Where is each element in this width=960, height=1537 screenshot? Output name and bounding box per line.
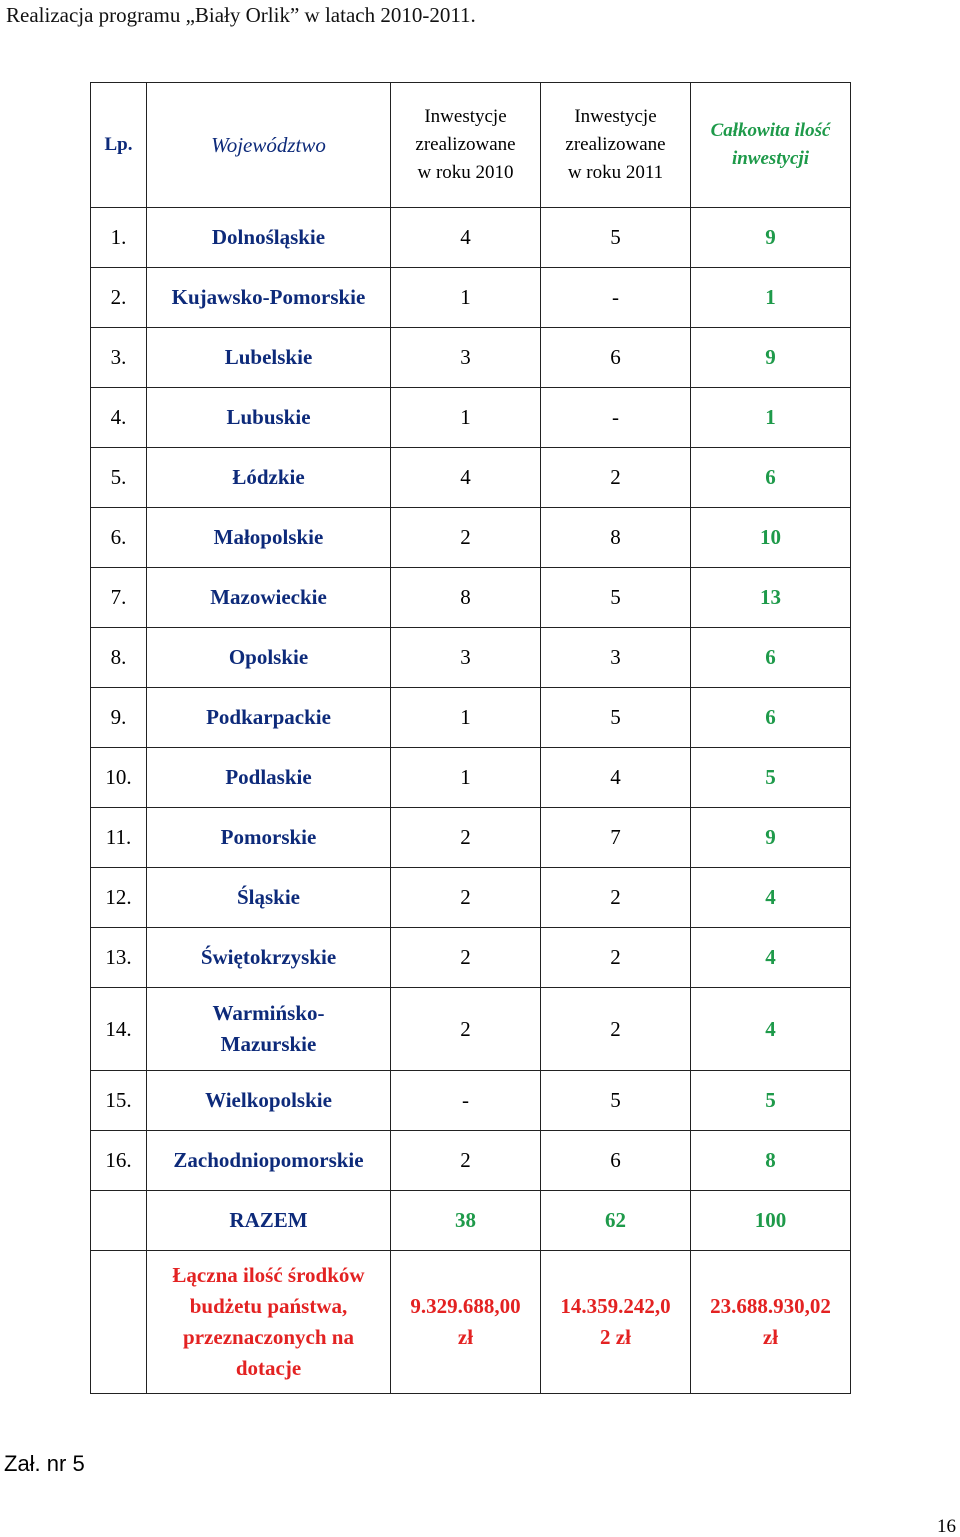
row-wojewodztwo [147, 808, 391, 868]
row-y2011: - [541, 268, 691, 328]
table-row [91, 988, 851, 1071]
row-y2010: 8 [391, 568, 541, 628]
row-wojewodztwo-line: Opolskie [228, 645, 309, 669]
row-y2010: 1 [391, 688, 541, 748]
header-total-line: Całkowita ilość [710, 120, 831, 141]
row-lp: 8. [91, 628, 147, 688]
row-wojewodztwo [147, 868, 391, 928]
row-y2011: 6 [541, 1131, 691, 1191]
row-total: 13 [691, 568, 851, 628]
funds-y2011-line: 2 zł [600, 1325, 631, 1349]
row-total: 4 [691, 988, 851, 1071]
row-y2011: 2 [541, 448, 691, 508]
row-y2010: 2 [391, 508, 541, 568]
row-wojewodztwo-line: Podlaskie [225, 765, 312, 789]
row-total: 10 [691, 508, 851, 568]
row-wojewodztwo-line: Małopolskie [213, 525, 324, 549]
sum-lp [91, 1191, 147, 1251]
header-y2010-line: Inwestycje [424, 106, 507, 127]
sum-y2011: 62 [541, 1191, 691, 1251]
table-row [91, 268, 851, 328]
document-title: Realizacja programu „Biały Orlik” w latach 2010-2011. [6, 3, 476, 27]
row-total: 9 [691, 808, 851, 868]
funds-label-line: dotacje [235, 1356, 302, 1380]
row-y2010: 4 [391, 448, 541, 508]
row-lp: 12. [91, 868, 147, 928]
table-row [91, 628, 851, 688]
row-y2011: 5 [541, 688, 691, 748]
row-lp: 11. [91, 808, 147, 868]
investment-table [90, 82, 851, 1394]
row-y2010: - [391, 1071, 541, 1131]
row-y2010: 3 [391, 628, 541, 688]
row-wojewodztwo-line: Podkarpackie [206, 705, 331, 729]
row-wojewodztwo [147, 388, 391, 448]
row-wojewodztwo [147, 1071, 391, 1131]
funds-total-line: zł [762, 1325, 779, 1349]
sum-total: 100 [691, 1191, 851, 1251]
row-y2011: 4 [541, 748, 691, 808]
row-wojewodztwo-line: Śląskie [236, 885, 301, 909]
row-y2011: 5 [541, 568, 691, 628]
row-lp: 14. [91, 988, 147, 1071]
row-wojewodztwo-line: Łódzkie [232, 465, 305, 489]
page-number: 16 [937, 1516, 956, 1537]
row-wojewodztwo [147, 508, 391, 568]
row-wojewodztwo [147, 1131, 391, 1191]
sum-y2010: 38 [391, 1191, 541, 1251]
row-wojewodztwo-line: Lubuskie [226, 405, 311, 429]
row-wojewodztwo-line: Mazurskie [220, 1032, 317, 1056]
funds-total [691, 1251, 851, 1394]
sum-label: RAZEM [147, 1191, 391, 1251]
funds-row [91, 1251, 851, 1394]
row-y2011: 2 [541, 928, 691, 988]
row-lp: 7. [91, 568, 147, 628]
funds-y2011-line: 14.359.242,0 [560, 1294, 671, 1318]
header-y2011-line: Inwestycje [574, 106, 657, 127]
row-lp: 1. [91, 208, 147, 268]
row-wojewodztwo [147, 688, 391, 748]
table-row [91, 1131, 851, 1191]
row-lp: 5. [91, 448, 147, 508]
row-y2010: 2 [391, 988, 541, 1071]
row-y2011: 6 [541, 328, 691, 388]
row-total: 1 [691, 268, 851, 328]
row-lp: 15. [91, 1071, 147, 1131]
row-wojewodztwo-line: Kujawsko-Pomorskie [171, 285, 366, 309]
header-y2010 [391, 83, 541, 208]
funds-y2010 [391, 1251, 541, 1394]
row-y2011: 5 [541, 208, 691, 268]
row-y2010: 4 [391, 208, 541, 268]
row-total: 8 [691, 1131, 851, 1191]
table-row [91, 448, 851, 508]
row-y2011: - [541, 388, 691, 448]
row-total: 9 [691, 328, 851, 388]
table-row [91, 868, 851, 928]
table-row [91, 1071, 851, 1131]
header-y2011-line: zrealizowane [565, 134, 666, 155]
header-y2011 [541, 83, 691, 208]
header-total-line: inwestycji [731, 148, 810, 169]
table-row [91, 328, 851, 388]
table-row [91, 748, 851, 808]
row-y2010: 1 [391, 268, 541, 328]
header-y2010-line: w roku 2010 [417, 162, 514, 183]
row-y2010: 1 [391, 388, 541, 448]
row-wojewodztwo-line: Zachodniopomorskie [173, 1148, 364, 1172]
row-total: 5 [691, 1071, 851, 1131]
funds-y2010-line: 9.329.688,00 [410, 1294, 521, 1318]
table-row [91, 808, 851, 868]
row-lp: 9. [91, 688, 147, 748]
funds-label-line: Łączna ilość środków [172, 1263, 365, 1287]
header-wojewodztwo: Województwo [147, 83, 391, 208]
header-y2010-line: zrealizowane [415, 134, 516, 155]
row-y2010: 1 [391, 748, 541, 808]
row-total: 6 [691, 628, 851, 688]
row-y2010: 2 [391, 928, 541, 988]
row-y2010: 3 [391, 328, 541, 388]
row-total: 4 [691, 928, 851, 988]
row-wojewodztwo-line: Świętokrzyskie [200, 945, 337, 969]
table-row [91, 928, 851, 988]
table-row [91, 388, 851, 448]
table-row [91, 208, 851, 268]
funds-label-line: budżetu państwa, [189, 1294, 348, 1318]
row-total: 5 [691, 748, 851, 808]
row-wojewodztwo [147, 988, 391, 1071]
row-y2010: 2 [391, 808, 541, 868]
row-total: 1 [691, 388, 851, 448]
sum-row [91, 1191, 851, 1251]
row-wojewodztwo-line: Mazowieckie [210, 585, 327, 609]
row-y2011: 2 [541, 868, 691, 928]
row-lp: 2. [91, 268, 147, 328]
row-lp: 16. [91, 1131, 147, 1191]
row-wojewodztwo-line: Dolnośląskie [211, 225, 326, 249]
row-wojewodztwo-line: Wielkopolskie [205, 1088, 332, 1112]
row-lp: 10. [91, 748, 147, 808]
row-wojewodztwo [147, 628, 391, 688]
row-lp: 6. [91, 508, 147, 568]
row-y2010: 2 [391, 1131, 541, 1191]
funds-label [147, 1251, 391, 1394]
row-total: 6 [691, 688, 851, 748]
funds-total-line: 23.688.930,02 [710, 1294, 831, 1318]
row-y2011: 3 [541, 628, 691, 688]
row-lp: 4. [91, 388, 147, 448]
row-wojewodztwo-line: Lubelskie [224, 345, 313, 369]
row-wojewodztwo [147, 448, 391, 508]
table-row [91, 568, 851, 628]
row-y2011: 8 [541, 508, 691, 568]
funds-label-line: przeznaczonych na [183, 1325, 354, 1349]
row-y2010: 2 [391, 868, 541, 928]
row-wojewodztwo [147, 208, 391, 268]
row-wojewodztwo-line: Warmińsko- [212, 1001, 325, 1025]
row-y2011: 2 [541, 988, 691, 1071]
row-wojewodztwo [147, 328, 391, 388]
header-total [691, 83, 851, 208]
table-header-row [91, 83, 851, 208]
row-total: 4 [691, 868, 851, 928]
header-lp: Lp. [91, 83, 147, 208]
row-y2011: 5 [541, 1071, 691, 1131]
row-lp: 3. [91, 328, 147, 388]
row-wojewodztwo [147, 928, 391, 988]
funds-lp [91, 1251, 147, 1394]
table-row [91, 508, 851, 568]
row-wojewodztwo-line: Pomorskie [220, 825, 317, 849]
row-total: 6 [691, 448, 851, 508]
attachment-label: Zał. nr 5 [4, 1451, 85, 1476]
header-y2011-line: w roku 2011 [567, 162, 664, 183]
funds-y2010-line: zł [457, 1325, 474, 1349]
row-wojewodztwo [147, 748, 391, 808]
row-y2011: 7 [541, 808, 691, 868]
row-total: 9 [691, 208, 851, 268]
row-lp: 13. [91, 928, 147, 988]
funds-y2011 [541, 1251, 691, 1394]
table-row [91, 688, 851, 748]
row-wojewodztwo [147, 568, 391, 628]
row-wojewodztwo [147, 268, 391, 328]
